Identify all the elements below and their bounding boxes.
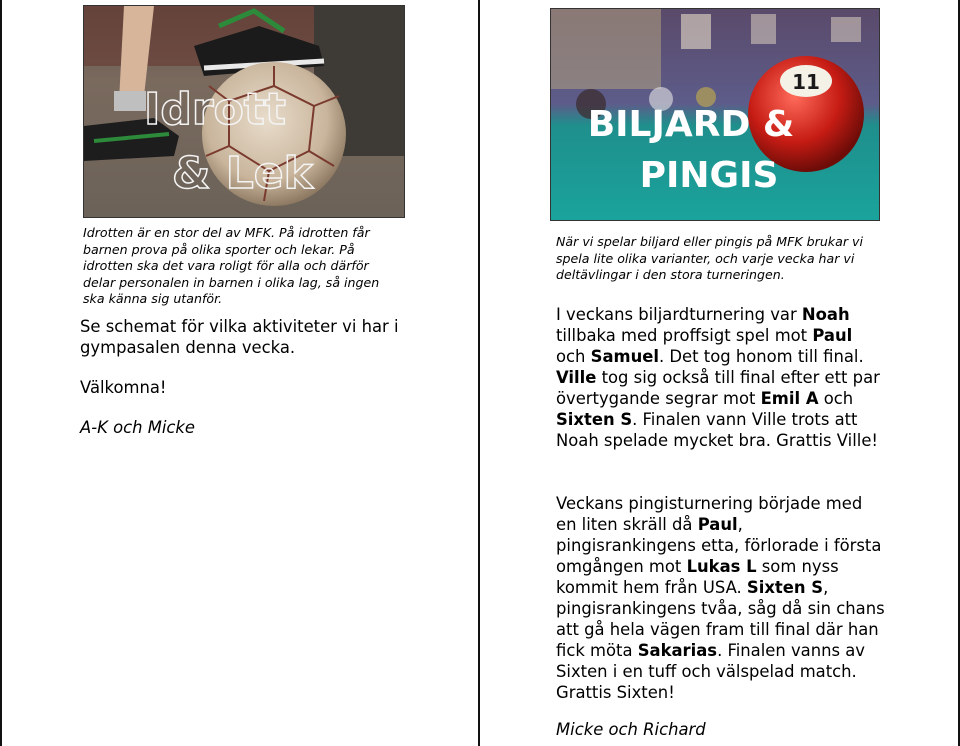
player-noah: Noah [801,305,850,324]
page-border-left [0,0,2,746]
football-photo-title-line1: Idrott [144,84,286,135]
sport-intro-text: Idrotten är en stor del av MFK. På idrotten får barnen prova på olika sporter och lekar. På idrotten ska det vara roligt för alla och därför delar personalen in barnen i olika lag, så ingen ska känna sig utanför. [83,225,380,306]
player-sixten: Sixten S [746,578,824,597]
left-signature: A-K och Micke [80,418,196,437]
schedule-text: Se schemat för vilka aktiviteter vi har i gympasalen denna vecka. [80,317,399,357]
player-lukas: Lukas L [686,557,757,576]
player-ville: Ville [556,368,597,387]
right-signature: Micke och Richard [556,720,706,739]
player-paul: Paul [812,326,853,345]
player-paul: Paul [697,515,738,534]
football-photo-title-line2: & Lek [172,148,313,199]
player-emil: Emil A [760,389,819,408]
football-photo [83,5,405,218]
player-sakarias: Sakarias [637,641,718,660]
welcome-text: Välkomna! [80,378,167,397]
page-divider [478,0,480,746]
player-sixten: Sixten S [556,410,633,429]
billiards-photo [550,8,880,221]
player-samuel: Samuel [590,347,659,366]
billiards-photo-title-line1: BILJARD & [587,104,795,145]
billiards-photo-title-line2: PINGIS [639,155,779,196]
billiards-report: I veckans biljardturnering var Noah tillbaka med proffsigt spel mot Paul och Samuel. Det tog honom till final. Ville tog sig också till final efter ett par övertygande segrar mot Emil A och Sixten S. Finalen vann Ville trots att Noah spelade mycket bra. Grattis Ville! [556,305,880,450]
pingpong-report: Veckans pingisturnering började med en liten skräll då Paul, pingisrankingens etta, förlorade i första omgången mot Lukas L som nyss kommit hem från USA. Sixten S, pingisrankingens tvåa, såg då sin chans att gå hela vägen fram till final där han fick möta Sakarias. Finalen vanns av Sixten i en tuff och välspelad match. Grattis Sixten! [556,494,885,702]
ball-number: 11 [792,70,820,94]
billiards-intro-text: När vi spelar biljard eller pingis på MFK brukar vi spela lite olika varianter, och varje vecka har vi deltävlingar i den stora turneringen. [556,234,863,282]
